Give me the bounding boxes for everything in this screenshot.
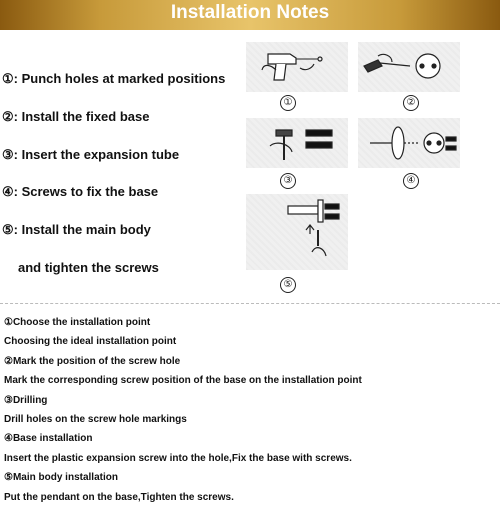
note-line: ④Base installation xyxy=(4,433,93,445)
drill-icon xyxy=(262,54,322,80)
note-line: Put the pendant on the base,Tighten the screws. xyxy=(4,491,234,503)
note-line: Insert the plastic expansion screw into the hole,Fix the base with screws. xyxy=(4,452,352,464)
note-line: ⑤Main body installation xyxy=(4,472,118,484)
notes-list xyxy=(4,313,498,507)
note-line: Drill holes on the screw hole markings xyxy=(4,414,187,426)
note-line: Choosing the ideal installation point xyxy=(4,336,177,348)
figure-label-4: ④ xyxy=(403,173,419,189)
step-4: ④: Screws to fix the base xyxy=(2,184,159,199)
page-title: Installation Notes xyxy=(170,2,330,23)
figure-label-2: ② xyxy=(403,95,419,111)
hammer-icon xyxy=(270,130,332,160)
note-line: ②Mark the position of the screw hole xyxy=(4,355,181,367)
screwdriver-icon xyxy=(364,54,440,78)
pendant-icon xyxy=(288,200,339,256)
note-line: ③Drilling xyxy=(4,394,48,406)
base-plate-icon xyxy=(370,127,456,159)
step-5: ⑤: Install the main body xyxy=(2,222,151,237)
step-3: ③: Insert the expansion tube xyxy=(2,147,180,162)
figure-label-3: ③ xyxy=(280,173,296,189)
figure-label-5: ⑤ xyxy=(280,277,296,293)
note-line: ①Choose the installation point xyxy=(4,317,151,328)
step-5-continued: and tighten the screws xyxy=(18,260,159,275)
figure-label-1: ① xyxy=(280,95,296,111)
step-2: ②: Install the fixed base xyxy=(2,109,150,124)
section-divider xyxy=(0,303,500,304)
step-1: ①: Punch holes at marked positions xyxy=(2,71,226,86)
note-line: Mark the corresponding screw position of the base on the installation point xyxy=(4,375,362,387)
